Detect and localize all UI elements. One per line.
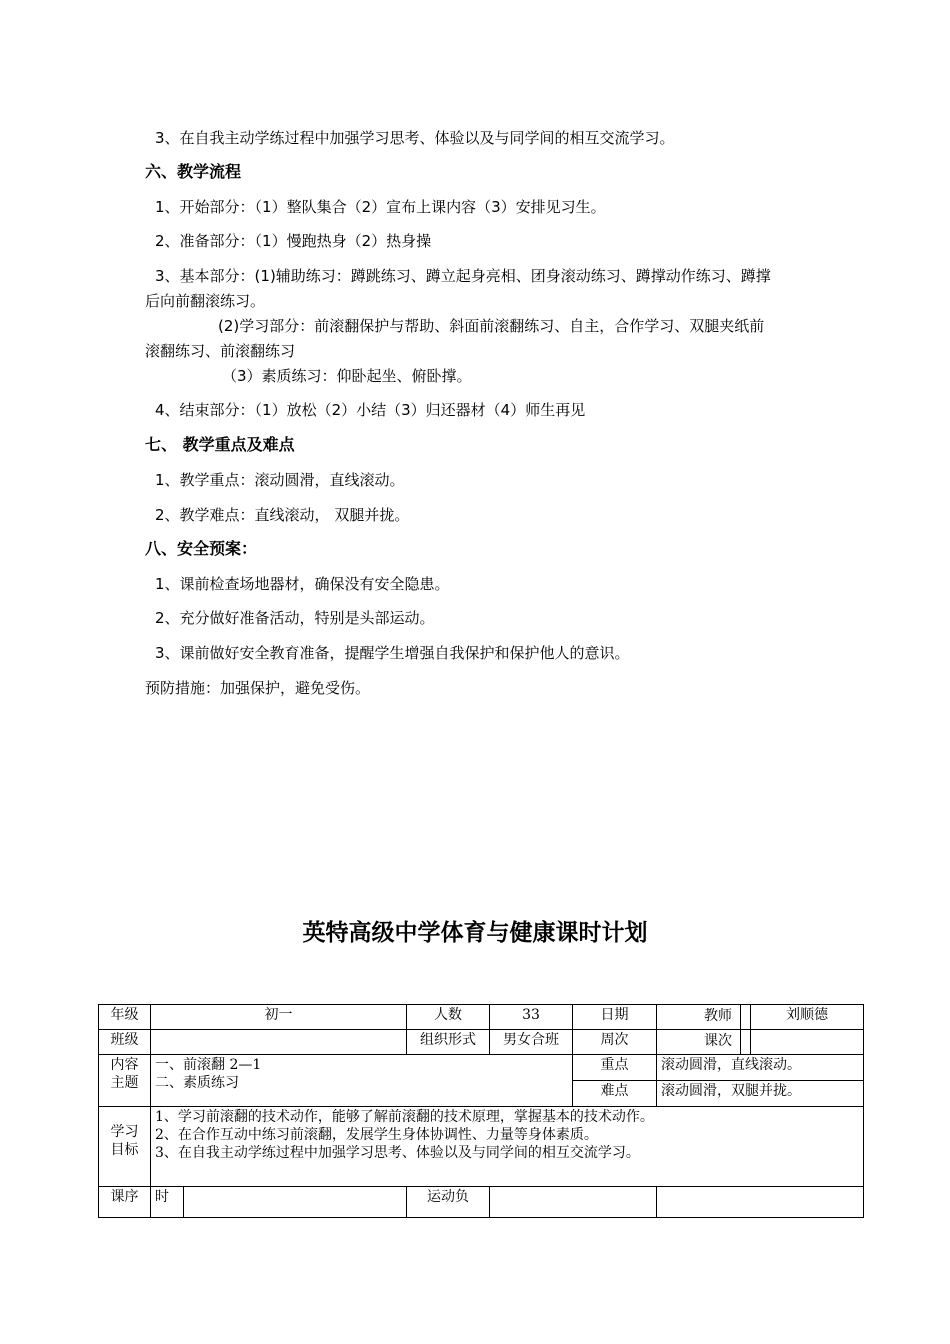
teacher-value: 刘顺德 bbox=[751, 1005, 864, 1030]
load-value bbox=[490, 1187, 657, 1218]
org-label: 组织形式 bbox=[407, 1030, 490, 1055]
goal-2: 2、在合作互动中练习前滚翻，发展学生身体协调性、力量等身体素质。 bbox=[155, 1127, 598, 1143]
lesson-label bbox=[741, 1030, 751, 1055]
content-label-line-1: 内容 bbox=[110, 1057, 139, 1073]
order-content bbox=[184, 1187, 407, 1218]
goal-value bbox=[151, 1107, 864, 1187]
difficult-point: 2、教学难点：直线滚动， 双腿并拢。 bbox=[155, 506, 410, 524]
difficulty-value: 滚动圆滑，双腿并拢。 bbox=[657, 1081, 864, 1107]
table-row bbox=[99, 1055, 864, 1081]
table-row bbox=[99, 1030, 864, 1055]
date-label: 日期 bbox=[573, 1005, 657, 1030]
safety-3: 3、课前做好安全教育准备，提醒学生增强自我保护和保护他人的意识。 bbox=[155, 644, 630, 662]
focus-value: 滚动圆滑，直线滚动。 bbox=[657, 1055, 864, 1081]
flow-warmup: 2、准备部分：（1）慢跑热身（2）热身操 bbox=[155, 232, 432, 250]
order-label: 课序 bbox=[99, 1187, 151, 1218]
goal-label bbox=[99, 1107, 151, 1187]
lesson-label-text: 课次 bbox=[704, 1033, 732, 1049]
flow-basic-2-cont: 滚翻练习、前滚翻练习 bbox=[145, 342, 296, 360]
flow-basic-1-cont: 后向前翻滚练习。 bbox=[145, 292, 266, 310]
teacher-label bbox=[741, 1005, 751, 1030]
goal-1: 1、学习前滚翻的技术动作，能够了解前滚翻的技术原理，掌握基本的技术动作。 bbox=[155, 1109, 654, 1125]
table-row bbox=[99, 1005, 864, 1030]
content-line-2: 二、素质练习 bbox=[155, 1075, 239, 1091]
lesson-value bbox=[751, 1030, 864, 1055]
lesson-plan-title: 英特高级中学体育与健康课时计划 bbox=[302, 920, 648, 946]
time-label: 时 bbox=[151, 1187, 184, 1218]
class-value bbox=[151, 1030, 407, 1055]
teacher-label-text: 教师 bbox=[704, 1008, 732, 1024]
flow-start: 1、开始部分：（1）整队集合（2）宣布上课内容（3）安排见习生。 bbox=[155, 198, 606, 216]
goal-3: 3、在自我主动学练过程中加强学习思考、体验以及与同学间的相互交流学习。 bbox=[155, 1145, 640, 1161]
content-line-1: 一、前滚翻 2—1 bbox=[155, 1057, 262, 1073]
goal-label-line-1: 学习 bbox=[110, 1124, 139, 1140]
count-value: 33 bbox=[490, 1005, 573, 1030]
class-label: 班级 bbox=[99, 1030, 151, 1055]
org-value: 男女合班 bbox=[490, 1030, 573, 1055]
heading-key-points: 七、 教学重点及难点 bbox=[145, 435, 295, 454]
safety-1: 1、课前检查场地器材，确保没有安全隐患。 bbox=[155, 575, 450, 593]
count-label: 人数 bbox=[407, 1005, 490, 1030]
safety-2: 2、充分做好准备活动，特别是头部运动。 bbox=[155, 609, 435, 627]
goal-label-line-2: 目标 bbox=[110, 1142, 139, 1158]
objective-3: 3、在自我主动学练过程中加强学习思考、体验以及与同学间的相互交流学习。 bbox=[155, 129, 675, 147]
heading-teaching-flow: 六、教学流程 bbox=[145, 162, 242, 181]
key-point: 1、教学重点：滚动圆滑，直线滚动。 bbox=[155, 471, 405, 489]
grade-label: 年级 bbox=[99, 1005, 151, 1030]
flow-end: 4、结束部分：（1）放松（2）小结（3）归还器材（4）师生再见 bbox=[155, 401, 586, 419]
prevention-measures: 预防措施：加强保护，避免受伤。 bbox=[145, 679, 371, 697]
flow-basic-2: (2)学习部分：前滚翻保护与帮助、斜面前滚翻练习、自主，合作学习、双腿夹纸前 bbox=[218, 317, 765, 335]
focus-label: 重点 bbox=[573, 1055, 657, 1081]
table-row bbox=[99, 1187, 864, 1218]
grade-value: 初一 bbox=[151, 1005, 407, 1030]
flow-basic-1: 3、基本部分：(1)辅助练习：蹲跳练习、蹲立起身亮相、团身滚动练习、蹲撑动作练习、蹲撑 bbox=[155, 267, 771, 285]
content-label-line-2: 主题 bbox=[110, 1075, 139, 1091]
flow-basic-3: （3）素质练习：仰卧起坐、俯卧撑。 bbox=[222, 367, 472, 385]
order-extra bbox=[657, 1187, 864, 1218]
table-row bbox=[99, 1107, 864, 1187]
heading-safety-plan: 八、安全预案： bbox=[145, 539, 258, 558]
content-value bbox=[151, 1055, 573, 1107]
content-label bbox=[99, 1055, 151, 1107]
lesson-plan-table bbox=[98, 1004, 864, 1218]
week-label: 周次 bbox=[573, 1030, 657, 1055]
load-label: 运动负 bbox=[407, 1187, 490, 1218]
difficulty-label: 难点 bbox=[573, 1081, 657, 1107]
